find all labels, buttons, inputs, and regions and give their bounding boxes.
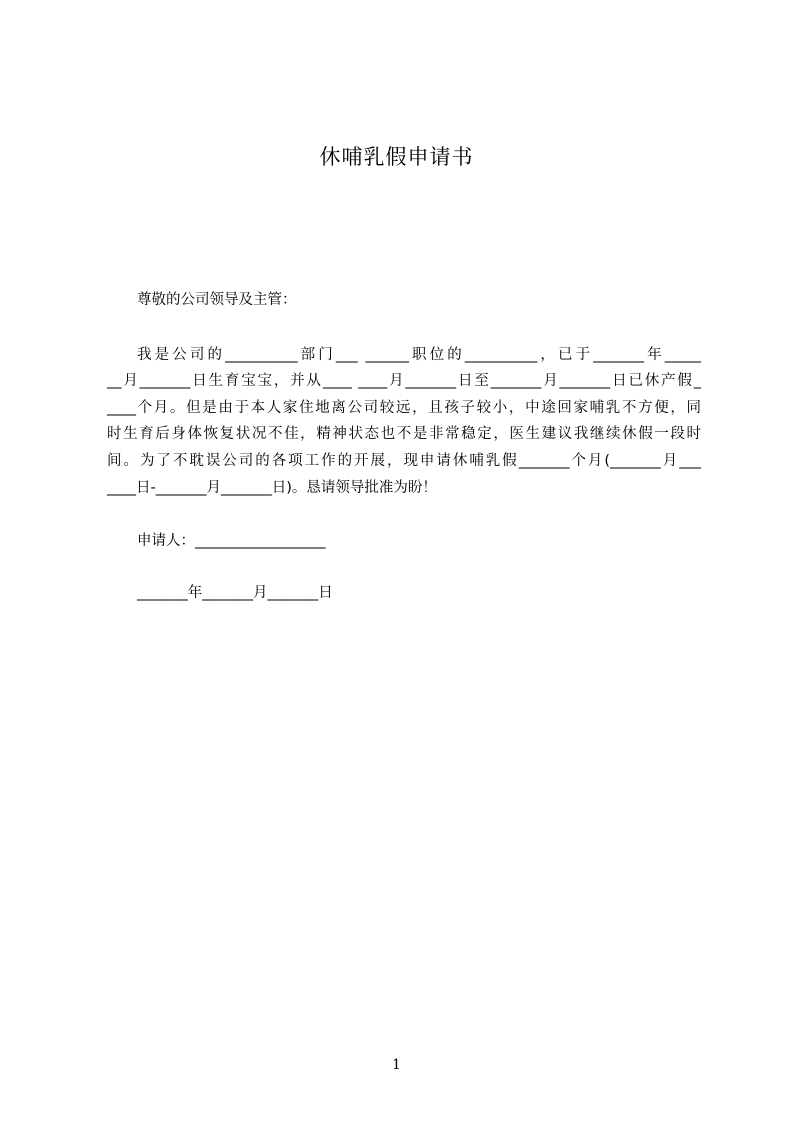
- body-line: 时生育后身体恢复状况不佳，精神状态也不是非常稳定，医生建议我继续休假一段时: [107, 426, 701, 442]
- body-line: ____日-_______月_______日)。恳请领导批准为盼！: [107, 480, 437, 496]
- document-title: 休哺乳假申请书: [319, 145, 474, 169]
- body-line: __月_______日生育宝宝，并从____ ____月_______日至_______月_______日已休产假_: [107, 373, 701, 389]
- body-line: 间。为了不耽误公司的各项工作的开展，现申请休哺乳假_______个月(_______月___: [107, 453, 701, 469]
- body-line: 我是公司的__________部门___ ______职位的__________，已于_______年_____: [137, 347, 701, 363]
- body-line: ____个月。但是由于本人家住地离公司较远，且孩子较小，中途回家哺乳不方便，同: [107, 400, 701, 416]
- page-number: 1: [392, 1057, 401, 1073]
- applicant-signature-line: 申请人：__________________: [137, 533, 326, 549]
- salutation: 尊敬的公司领导及主管：: [137, 292, 297, 308]
- date-line: _______年_______月_______日: [137, 585, 333, 601]
